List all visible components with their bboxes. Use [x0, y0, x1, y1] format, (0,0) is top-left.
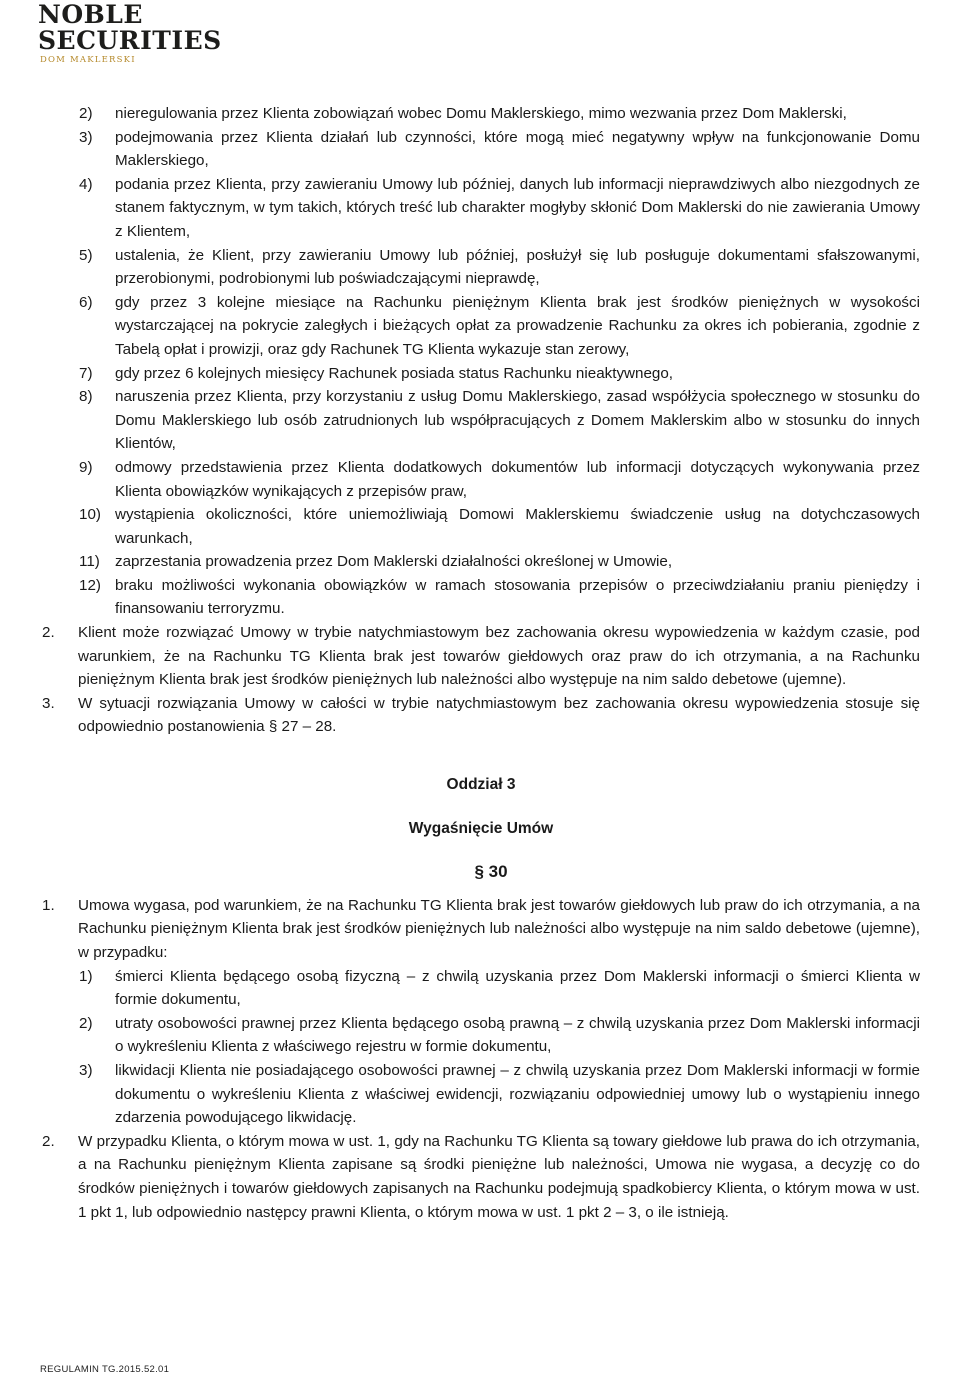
list-item-text: braku możliwości wykonania obowiązków w ramach stosowania przepisów o przeciwdziałaniu praniu pieniędzy i finansowaniu terroryzmu. [115, 576, 920, 618]
list-item-number: 7) [79, 364, 93, 382]
list-item [42, 1012, 920, 1059]
list-item [42, 1130, 920, 1224]
paragraph-number: § 30 [474, 862, 508, 882]
list-item-text: ustalenia, że Klient, przy zawieraniu Umowy lub później, posłużył się lub posługuje dokumentami sfałszowanymi, przerobionymi, podrobionymi lub poświadczającymi nieprawdę, [115, 246, 920, 288]
list-item-number: 10) [79, 506, 101, 524]
expiry-clause-list [42, 894, 920, 965]
list-item-number: 2. [42, 1132, 55, 1150]
list-item-text: W sytuacji rozwiązania Umowy w całości w trybie natychmiastowym bez zachowania okresu wypowiedzenia stosuje się odpowiednio postanowienia § 27 – 28. [78, 694, 920, 736]
logo-line-dom-maklerski: DOM MAKLERSKI [40, 55, 136, 65]
list-item-text: W przypadku Klienta, o którym mowa w ust. 1, gdy na Rachunku TG Klienta są towary giełdowe lub prawa do ich otrzymania, a na Rachunku pieniężnym Klienta zapisane są środki pieniężne lub należności, Umowa nie wygasa, a decyzję co do środków pieniężnych i towarów giełdowych zapisanych na Rachunku podejmują spadkobiercy Klienta, o którym mowa w ust. 1 pkt 1, lub odpowiednio następcy prawni Klienta, o którym mowa w ust. 1 pkt 2 – 3, o ile istnieją. [78, 1132, 920, 1221]
list-item [42, 173, 920, 244]
list-item [42, 385, 920, 456]
list-item-text: Klient może rozwiązać Umowy w trybie natychmiastowym bez zachowania okresu wypowiedzenia w każdym czasie, pod warunkiem, że na Rachunku TG Klienta brak jest towarów giełdowych oraz praw do ich otrzymania, a na Rachunku pieniężnym Klienta brak jest środków pieniężnych lub należności albo występuje na nim saldo debetowe (ujemne). [78, 624, 920, 689]
document-body [42, 102, 920, 1224]
list-item [42, 503, 920, 550]
list-item [42, 965, 920, 1012]
list-item [42, 894, 920, 965]
list-item [42, 456, 920, 503]
termination-clauses-list [42, 621, 920, 739]
list-item-text: naruszenia przez Klienta, przy korzystaniu z usług Domu Maklerskiego, zasad współżycia społecznego w stosunku do Domu Maklerskiego lub osób zatrudnionych lub współpracujących z Domem Maklerskim albo w stosunku do innych Klientów, [115, 388, 920, 453]
list-item-number: 1) [79, 967, 93, 985]
footer-doc-id: REGULAMIN TG.2015.52.01 [40, 1364, 170, 1375]
list-item [42, 574, 920, 621]
list-item-text: podania przez Klienta, przy zawieraniu Umowy lub później, danych lub informacji nieprawdziwych albo niezgodnych ze stanem faktycznym, w tym takich, których treść lub charakter mogłyby skłonić Dom Maklerski do nie zawierania Umowy z Klientem, [115, 175, 920, 240]
list-item-number: 3) [79, 128, 93, 146]
list-item [42, 126, 920, 173]
logo-line-securities: SECURITIES [38, 26, 222, 55]
list-item-number: 12) [79, 576, 101, 594]
section-title: Wygaśnięcie Umów [408, 819, 554, 837]
logo-line-noble: NOBLE [38, 0, 143, 29]
list-item-number: 2) [79, 105, 93, 122]
list-item-number: 1. [42, 896, 55, 914]
list-item [42, 244, 920, 291]
list-item [42, 102, 920, 126]
list-item-text: wystąpienia okoliczności, które uniemożliwiają Domowi Maklerskiemu świadczenie usług na dotychczasowych warunkach, [115, 506, 920, 547]
brand-logo [38, 0, 222, 65]
list-item [42, 621, 920, 692]
list-item-text: odmowy przedstawienia przez Klienta dodatkowych dokumentów lub informacji dotyczących wykonywania przez Klienta obowiązków wynikających z przepisów praw, [115, 458, 920, 500]
list-item [42, 362, 920, 386]
list-item-number: 8) [79, 388, 93, 406]
expiry-exception-list [42, 1130, 920, 1224]
list-item-text: utraty osobowości prawnej przez Klienta będącego osobą prawną – z chwilą uzyskania przez Dom Maklerski informacji o wykreśleniu Klienta z właściwego rejestru w formie dokumentu, [115, 1014, 920, 1056]
list-item-text: zaprzestania prowadzenia przez Dom Maklerski działalności określonej w Umowie, [115, 553, 673, 571]
list-item-number: 11) [79, 553, 100, 571]
list-item-text: podejmowania przez Klienta działań lub czynności, które mogą mieć negatywny wpływ na funkcjonowanie Domu Maklerskiego, [115, 128, 920, 170]
list-item-text: gdy przez 6 kolejnych miesięcy Rachunek posiada status Rachunku nieaktywnego, [115, 364, 674, 382]
list-item [42, 1059, 920, 1130]
list-item-number: 9) [79, 458, 93, 476]
list-item-number: 4) [79, 175, 93, 193]
list-item-text: likwidacji Klienta nie posiadającego osobowości prawnej – z chwilą uzyskania przez Dom Maklerski informacji w formie dokumentu o wykreśleniu Klienta z właściwej ewidencji, rozwiązaniu odpowiedniej umowy lub o wystąpieniu innego zdarzenia powodującego likwidację. [115, 1061, 920, 1127]
list-item-number: 3) [79, 1061, 93, 1079]
expiry-cases-list [42, 965, 920, 1130]
list-item-number: 2) [79, 1014, 93, 1032]
list-item [42, 291, 920, 362]
termination-reasons-list [42, 102, 920, 621]
list-item-number: 5) [79, 246, 93, 264]
list-item-text: gdy przez 3 kolejne miesiące na Rachunku pieniężnym Klienta brak jest środków pieniężnych w wysokości wystarczającej na pokrycie zaległych i bieżących opłat za prowadzenie Rachunku za okres ich pobierania, zgodnie z Tabelą opłat i prowizji, oraz gdy Rachunek TG Klienta wykazuje stan zerowy, [115, 293, 920, 358]
list-item [42, 692, 920, 739]
division-heading: Oddział 3 [446, 776, 516, 794]
list-item-number: 3. [42, 694, 55, 712]
list-item-number: 2. [42, 624, 55, 642]
list-item-text: nieregulowania przez Klienta zobowiązań wobec Domu Maklerskiego, mimo wezwania przez Dom Maklerski, [115, 105, 847, 122]
list-item-text: śmierci Klienta będącego osobą fizyczną – z chwilą uzyskania przez Dom Maklerski informacji o śmierci Klienta w formie dokumentu, [115, 967, 920, 1009]
list-item-number: 6) [79, 293, 93, 311]
list-item-text: Umowa wygasa, pod warunkiem, że na Rachunku TG Klienta brak jest towarów giełdowych lub praw do ich otrzymania, a na Rachunku pieniężnym Klienta brak jest środków pieniężnych lub należności albo występuje na nim saldo debetowe (ujemne), w przypadku: [78, 896, 920, 961]
list-item [42, 550, 920, 574]
